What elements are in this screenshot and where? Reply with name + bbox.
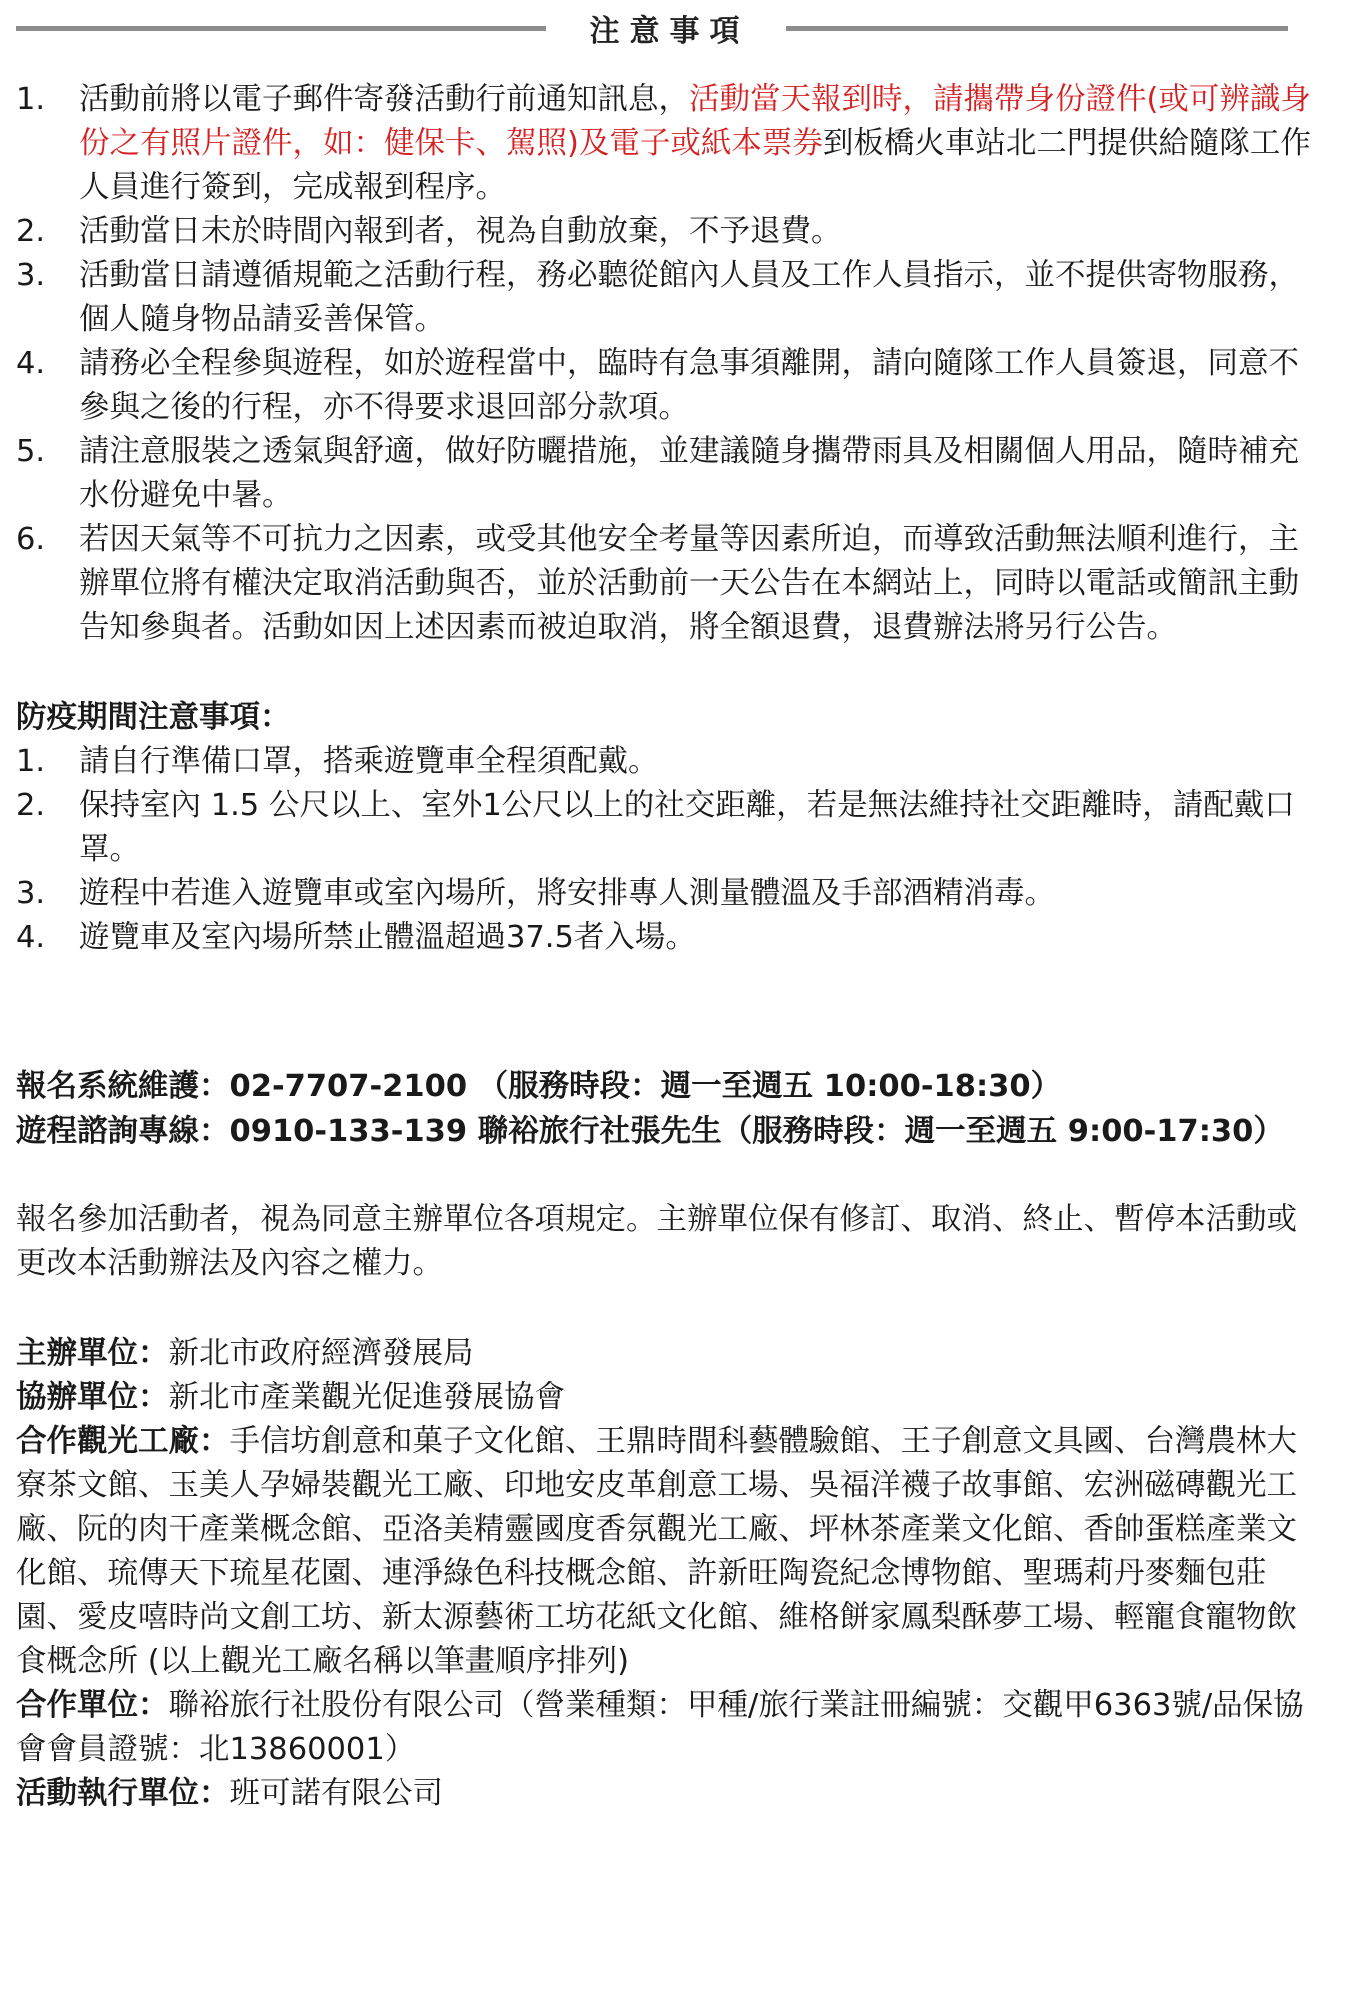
factory-row bbox=[16, 1420, 1323, 1684]
organizers-block bbox=[16, 1332, 1323, 1816]
header-divider-right bbox=[786, 26, 1288, 31]
note-text: 活動當日請遵循規範之活動行程，務必聽從館內人員及工作人員指示，並不提供寄物服務，個人隨身物品請妥善保管。 bbox=[79, 258, 1299, 337]
co-organizer-value: 新北市產業觀光促進發展協會 bbox=[168, 1380, 565, 1415]
note-item bbox=[16, 518, 1323, 650]
note-number: 1. bbox=[16, 82, 46, 117]
co-organizer-label: 協辦單位： bbox=[16, 1380, 169, 1415]
notice-title: 注意事項 bbox=[589, 14, 750, 49]
tour-inquiry-hotline: 遊程諮詢專線：0910-133-139 聯裕旅行社張先生（服務時段：週一至週五 9:00-17:30） bbox=[16, 1114, 1284, 1149]
epidemic-item bbox=[16, 916, 1323, 960]
note-item bbox=[16, 430, 1323, 518]
epidemic-heading: 防疫期間注意事項： bbox=[16, 700, 291, 735]
note-text: 到板橋火車站北二門提供給隨隊工作人員進行簽到，完成報到程序。 bbox=[79, 126, 1311, 205]
epidemic-item bbox=[16, 784, 1323, 872]
partner-row bbox=[16, 1684, 1323, 1772]
note-item bbox=[16, 254, 1323, 342]
header-divider-left bbox=[16, 26, 546, 31]
registration-hotline: 報名系統維護：02-7707-2100 （服務時段：週一至週五 10:00-18:30） bbox=[16, 1069, 1062, 1104]
contact-info bbox=[16, 1064, 1323, 1154]
epidemic-text: 遊程中若進入遊覽車或室內場所，將安排專人測量體溫及手部酒精消毒。 bbox=[79, 876, 1055, 911]
co-organizer-row bbox=[16, 1376, 1323, 1420]
note-number: 5. bbox=[16, 434, 46, 469]
epidemic-number: 1. bbox=[16, 744, 46, 779]
note-text: 請注意服裝之透氣與舒適，做好防曬措施，並建議隨身攜帶雨具及相關個人用品，隨時補充水份避免中暑。 bbox=[79, 434, 1299, 513]
factory-value: 手信坊創意和菓子文化館、王鼎時間科藝體驗館、王子創意文具國、台灣農林大寮茶文館、玉美人孕婦裝觀光工廠、印地安皮革創意工場、吳福洋襪子故事館、宏洲磁磚觀光工廠、阮的肉干產業概念館、亞洛美精靈國度香氛觀光工廠、坪林茶產業文化館、香帥蛋糕產業文化館、琉傳天下琉星花園、連淨綠色科技概念館、許新旺陶瓷紀念博物館、聖瑪莉丹麥麵包莊園、愛皮嘻時尚文創工坊、新太源藝術工坊花紙文化館、維格餅家鳳梨酥夢工場、輕寵食寵物飲食概念所 (以上觀光工廠名稱以筆畫順序排列) bbox=[16, 1424, 1297, 1679]
epidemic-list bbox=[16, 740, 1323, 960]
note-item bbox=[16, 78, 1323, 210]
partner-label: 合作單位： bbox=[16, 1688, 169, 1723]
executor-label: 活動執行單位： bbox=[16, 1776, 230, 1811]
note-text: 請務必全程參與遊程，如於遊程當中，臨時有急事須離開，請向隨隊工作人員簽退，同意不參與之後的行程，亦不得要求退回部分款項。 bbox=[79, 346, 1299, 425]
epidemic-number: 3. bbox=[16, 876, 46, 911]
agreement-text: 報名參加活動者，視為同意主辦單位各項規定。主辦單位保有修訂、取消、終止、暫停本活動或更改本活動辦法及內容之權力。 bbox=[16, 1202, 1297, 1281]
note-number: 4. bbox=[16, 346, 46, 381]
executor-row bbox=[16, 1772, 1323, 1816]
notice-header bbox=[16, 0, 1323, 56]
note-item bbox=[16, 210, 1323, 254]
epidemic-number: 2. bbox=[16, 788, 46, 823]
executor-value: 班可諾有限公司 bbox=[229, 1776, 443, 1811]
epidemic-text: 保持室內 1.5 公尺以上、室外1公尺以上的社交距離，若是無法維持社交距離時，請配戴口罩。 bbox=[79, 788, 1295, 867]
factory-label: 合作觀光工廠： bbox=[16, 1424, 230, 1459]
note-number: 6. bbox=[16, 522, 46, 557]
note-text: 活動前將以電子郵件寄發活動行前通知訊息， bbox=[79, 82, 689, 117]
epidemic-number: 4. bbox=[16, 920, 46, 955]
notes-list bbox=[16, 78, 1323, 650]
epidemic-item bbox=[16, 740, 1323, 784]
note-number: 2. bbox=[16, 214, 46, 249]
host-value: 新北市政府經濟發展局 bbox=[168, 1336, 474, 1371]
host-label: 主辦單位： bbox=[16, 1336, 169, 1371]
epidemic-text: 遊覽車及室內場所禁止體溫超過37.5者入場。 bbox=[79, 920, 696, 955]
note-highlight: 活動當天報到時，請攜帶身份證件(或可辨識身份之有照片證件，如：健保卡、駕照)及電子或紙本票券 bbox=[79, 82, 1311, 161]
note-text: 活動當日未於時間內報到者，視為自動放棄，不予退費。 bbox=[79, 214, 842, 249]
note-item bbox=[16, 342, 1323, 430]
note-number: 3. bbox=[16, 258, 46, 293]
epidemic-item bbox=[16, 872, 1323, 916]
partner-value: 聯裕旅行社股份有限公司（營業種類：甲種/旅行業註冊編號：交觀甲6363號/品保協會會員證號：北13860001） bbox=[16, 1688, 1304, 1767]
epidemic-text: 請自行準備口罩，搭乘遊覽車全程須配戴。 bbox=[79, 744, 659, 779]
host-row bbox=[16, 1332, 1323, 1376]
note-text: 若因天氣等不可抗力之因素，或受其他安全考量等因素所迫，而導致活動無法順利進行，主辦單位將有權決定取消活動與否，並於活動前一天公告在本網站上，同時以電話或簡訊主動告知參與者。活動如因上述因素而被迫取消，將全額退費，退費辦法將另行公告。 bbox=[79, 522, 1299, 645]
